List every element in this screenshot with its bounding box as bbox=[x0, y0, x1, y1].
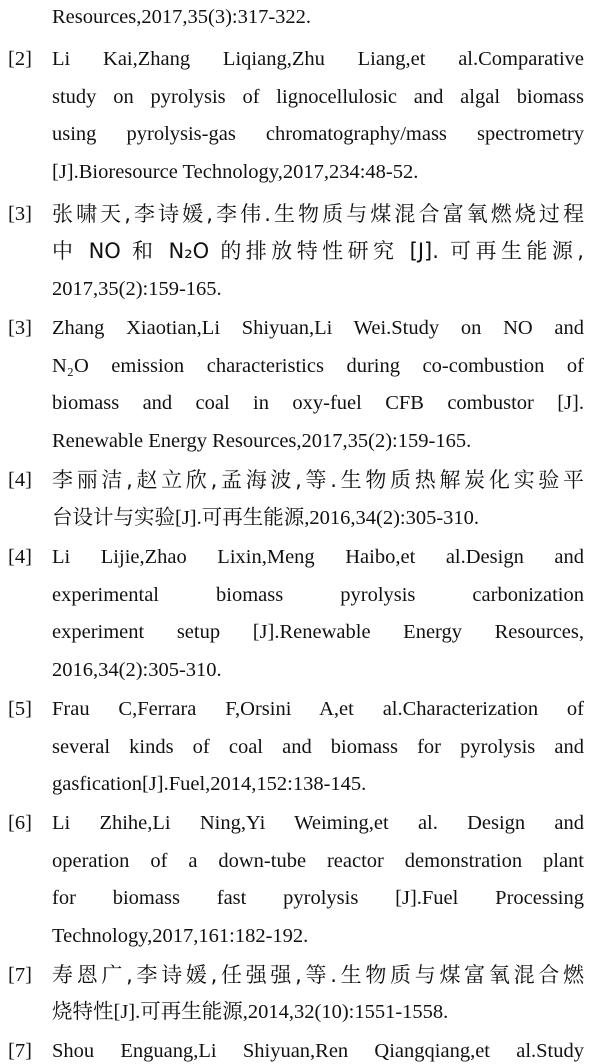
reference-number: [5] bbox=[8, 698, 32, 720]
reference-number: [7] bbox=[8, 964, 32, 986]
reference-line: 台设计与实验[J].可再生能源,2016,34(2):305-310. bbox=[52, 507, 480, 529]
reference-line: 李丽洁,赵立欣,孟海波,等.生物质热解炭化实验平 bbox=[52, 468, 584, 492]
reference-number: [3] bbox=[8, 203, 32, 225]
reference-number: [4] bbox=[8, 469, 32, 491]
reference-line: gasfication[J].Fuel,2014,152:138-145. bbox=[52, 773, 367, 795]
reference-line: 张啸天,李诗媛,李伟.生物质与煤混合富氧燃烧过程 bbox=[52, 202, 584, 226]
reference-line: 中 NO 和 N₂O 的排放特性研究 [J]. 可再生能源, bbox=[52, 239, 584, 263]
reference-line: Shou Enguang,Li Shiyuan,Ren Qiangqiang,et al.Study bbox=[52, 1040, 584, 1062]
reference-line: Li Kai,Zhang Liqiang,Zhu Liang,et al.Comparative bbox=[52, 48, 584, 70]
reference-number: [2] bbox=[8, 48, 32, 70]
reference-line: Zhang Xiaotian,Li Shiyuan,Li Wei.Study on NO and bbox=[52, 317, 584, 339]
reference-line: several kinds of coal and biomass for pyrolysis and bbox=[52, 736, 584, 758]
reference-line: Frau C,Ferrara F,Orsini A,et al.Characterization of bbox=[52, 698, 584, 720]
reference-line: experimental biomass pyrolysis carbonization bbox=[52, 584, 584, 606]
reference-line: Renewable Energy Resources,2017,35(2):159-165. bbox=[52, 430, 472, 452]
reference-line: N₂O emission characteristics during co-combustion of bbox=[52, 355, 584, 377]
reference-line: 2016,34(2):305-310. bbox=[52, 659, 222, 681]
reference-line: Resources,2017,35(3):317-322. bbox=[52, 6, 312, 28]
reference-number: [4] bbox=[8, 546, 32, 568]
reference-line: for biomass fast pyrolysis [J].Fuel Processing bbox=[52, 887, 584, 909]
reference-line: 寿恩广,李诗媛,任强强,等.生物质与煤富氧混合燃 bbox=[52, 963, 584, 987]
reference-line: Technology,2017,161:182-192. bbox=[52, 925, 309, 947]
reference-number: [6] bbox=[8, 812, 32, 834]
reference-line: 烧特性[J].可再生能源,2014,32(10):1551-1558. bbox=[52, 1001, 449, 1023]
reference-line: experiment setup [J].Renewable Energy Resources, bbox=[52, 621, 584, 643]
reference-line: Li Lijie,Zhao Lixin,Meng Haibo,et al.Design and bbox=[52, 546, 584, 568]
reference-number: [7] bbox=[8, 1040, 32, 1062]
reference-line: operation of a down-tube reactor demonstration plant bbox=[52, 850, 584, 872]
reference-number: [3] bbox=[8, 317, 32, 339]
reference-line: using pyrolysis-gas chromatography/mass spectrometry bbox=[52, 123, 584, 145]
reference-line: Li Zhihe,Li Ning,Yi Weiming,et al. Design and bbox=[52, 812, 584, 834]
reference-line: 2017,35(2):159-165. bbox=[52, 278, 222, 300]
reference-line: [J].Bioresource Technology,2017,234:48-52. bbox=[52, 161, 419, 183]
reference-line: study on pyrolysis of lignocellulosic and algal biomass bbox=[52, 86, 584, 108]
reference-line: biomass and coal in oxy-fuel CFB combustor [J]. bbox=[52, 392, 584, 414]
